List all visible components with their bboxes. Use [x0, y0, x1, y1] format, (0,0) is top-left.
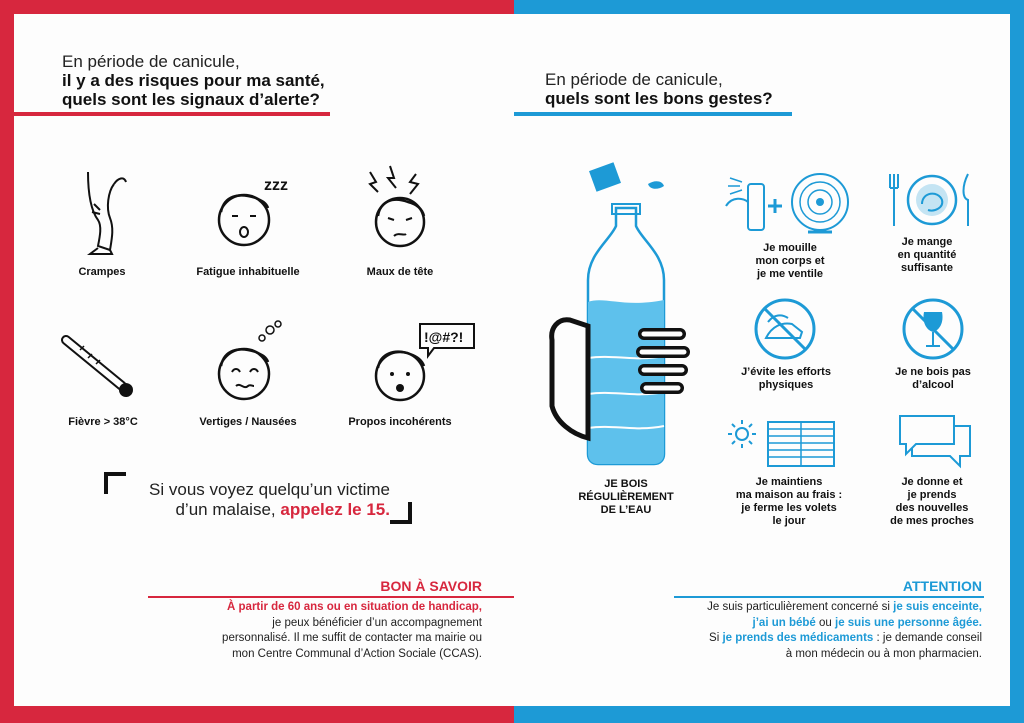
attention-text — [614, 600, 982, 662]
alert-call-15: appelez le 15. — [280, 500, 390, 519]
alert-line2: d’un malaise, appelez le 15. — [175, 500, 390, 519]
speech-glyph: !@#?! — [424, 329, 464, 345]
good-to-know-line1: À partir de 60 ans ou en situation de handicap, — [227, 601, 482, 613]
good-to-know-line4: mon Centre Communal d’Action Sociale (CCAS). — [232, 647, 482, 660]
left-intro — [62, 52, 362, 109]
tired-face-icon — [214, 172, 304, 262]
left-intro-line3: quels sont les signaux d’alerte? — [62, 90, 320, 109]
water-line3: DE L’EAU — [600, 504, 652, 516]
sign-label-fatigue: Fatigue inhabituelle — [196, 266, 300, 278]
zzz-glyph: zzz — [264, 177, 288, 194]
gesture-label-spray: Je mouille mon corps et je me ventile — [755, 242, 825, 280]
leg-cramp-icon — [72, 168, 132, 258]
right-intro-underline — [514, 112, 792, 116]
chat-bubbles-icon — [896, 414, 976, 470]
no-sport-icon — [752, 296, 818, 362]
gesture-label-alcohol: Je ne bois pas d’alcool — [895, 366, 971, 391]
water-bottle-icon — [544, 158, 694, 470]
left-intro-line1: En période de canicule, — [62, 52, 240, 71]
sign-label-maux: Maux de tête — [366, 266, 434, 278]
attention-line1: Je suis particulièrement concerné si je suis enceinte, — [707, 601, 982, 613]
water-label — [576, 478, 676, 517]
plate-food-icon — [886, 170, 976, 230]
right-intro — [545, 70, 825, 108]
left-intro-line2: il y a des risques pour ma santé, — [62, 71, 325, 90]
good-to-know-title: BON À SAVOIR — [380, 578, 482, 594]
confused-speech-face-icon — [370, 320, 480, 410]
gesture-label-chat: Je donne et je prends des nouvelles de mes proches — [890, 476, 974, 527]
headache-face-icon — [366, 164, 436, 258]
alert-line1: Si vous voyez quelqu’un victime — [149, 480, 390, 499]
right-intro-line1: En période de canicule, — [545, 70, 723, 89]
sun-shutters-icon — [726, 418, 846, 470]
alert-message — [120, 480, 390, 520]
right-intro-line2: quels sont les bons gestes? — [545, 89, 773, 108]
attention-line4: à mon médecin ou à mon pharmacien. — [785, 647, 982, 660]
sign-label-propos: Propos incohérents — [348, 416, 452, 428]
attention-line2: j’ai un bébé ou je suis une personne âgée. — [752, 616, 982, 629]
water-line2: RÉGULIÈREMENT — [578, 491, 674, 503]
gesture-label-plate: Je mange en quantité suffisante — [897, 236, 957, 274]
no-alcohol-icon — [900, 296, 966, 362]
attention-underline — [674, 596, 984, 598]
left-intro-underline — [14, 112, 330, 116]
attention-title: ATTENTION — [902, 578, 982, 594]
sign-label-crampes: Crampes — [78, 266, 126, 278]
dizzy-face-icon — [214, 316, 304, 408]
gesture-label-sport: J’évite les efforts physiques — [741, 366, 831, 391]
good-to-know-underline — [148, 596, 514, 598]
thermometer-icon — [60, 334, 140, 404]
water-line1: JE BOIS — [604, 478, 648, 490]
sign-label-vertiges: Vertiges / Nausées — [199, 416, 297, 428]
sign-label-fievre: Fièvre > 38°C — [68, 416, 138, 428]
attention-line3: Si je prends des médicaments : je demande conseil — [709, 632, 982, 644]
good-to-know-text — [130, 600, 482, 662]
spray-fan-icon — [722, 166, 856, 238]
alert-corner-bottom-icon — [388, 500, 412, 524]
good-to-know-line2: je peux bénéficier d’un accompagnement — [272, 616, 482, 629]
good-to-know-line3: personnalisé. Il me suffit de contacter ma mairie ou — [222, 632, 482, 644]
gesture-label-shutters: Je maintiens ma maison au frais : je ferme les volets le jour — [735, 476, 843, 527]
